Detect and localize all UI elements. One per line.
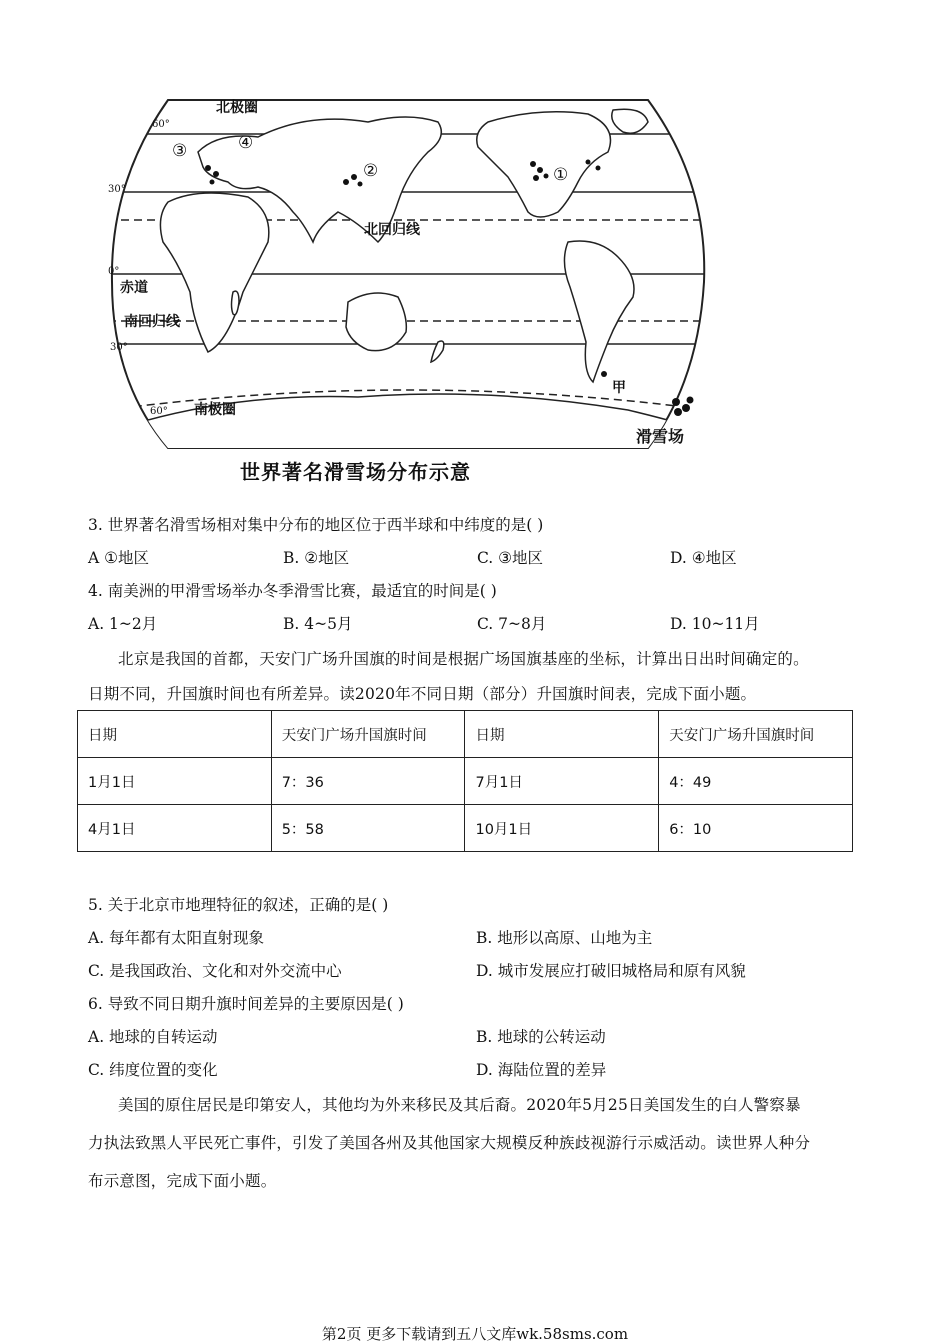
q3-stem: 3. 世界著名滑雪场相对集中分布的地区位于西半球和中纬度的是( ) (88, 516, 544, 534)
q3-option-b[interactable]: B. ②地区 (283, 549, 350, 567)
tropic-cancer-label: 北回归线 (364, 222, 420, 238)
equator-label: 赤道 (120, 280, 148, 296)
tropic-capricorn-label: 南回归线 (124, 314, 180, 330)
q3-option-c[interactable]: C. ③地区 (477, 549, 544, 567)
q5-stem: 5. 关于北京市地理特征的叙述，正确的是( ) (88, 896, 389, 914)
legend-ski-dots (672, 397, 694, 417)
table-cell: 6：10 (659, 805, 853, 852)
q4-option-b[interactable]: B. 4~5月 (283, 615, 353, 633)
table-cell: 10月1日 (465, 805, 659, 852)
q5-option-a[interactable]: A. 每年都有太阳直射现象 (88, 929, 265, 947)
intro2-line3: 布示意图，完成下面小题。 (88, 1172, 277, 1190)
marker-3: ③ (172, 141, 188, 161)
table-header-row (78, 711, 853, 758)
table-header-date-2: 日期 (465, 711, 659, 758)
q4-stem: 4. 南美洲的甲滑雪场举办冬季滑雪比赛，最适宜的时间是( ) (88, 582, 497, 600)
q5-option-c[interactable]: C. 是我国政治、文化和对外交流中心 (88, 962, 342, 980)
q6-option-b[interactable]: B. 地球的公转运动 (476, 1028, 606, 1046)
table-header-date-1: 日期 (78, 711, 272, 758)
lat-60s-label: 60° (150, 406, 168, 417)
marker-jia: 甲 (612, 380, 626, 396)
marker-4: ④ (238, 133, 254, 153)
table-header-time-1: 天安门广场升国旗时间 (271, 711, 465, 758)
lat-30n-label: 30° (108, 184, 126, 195)
q3-option-d[interactable]: D. ④地区 (670, 549, 737, 567)
table-cell: 4：49 (659, 758, 853, 805)
q3-option-a[interactable]: A ①地区 (88, 549, 150, 567)
page-footer: 第2页 更多下载请到五八文库wk.58sms.com (321, 1325, 629, 1343)
map-caption: 世界著名滑雪场分布示意 (240, 460, 471, 484)
table-cell: 7：36 (271, 758, 465, 805)
intro2-line1: 美国的原住居民是印第安人，其他均为外来移民及其后裔。2020年5月25日美国发生的白人警察暴 (118, 1096, 801, 1114)
table-cell: 7月1日 (465, 758, 659, 805)
antarctic-circle-label: 南极圈 (194, 402, 236, 418)
q6-option-a[interactable]: A. 地球的自转运动 (88, 1028, 218, 1046)
marker-2: ② (363, 161, 379, 181)
q4-option-d[interactable]: D. 10~11月 (670, 615, 760, 633)
q5-option-b[interactable]: B. 地形以高原、山地为主 (476, 929, 653, 947)
table-row (78, 758, 853, 805)
table-row (78, 805, 853, 852)
q4-option-c[interactable]: C. 7~8月 (477, 615, 547, 633)
flag-time-table (77, 710, 853, 852)
q5-option-d[interactable]: D. 城市发展应打破旧城格局和原有风貌 (476, 962, 746, 980)
table-cell: 1月1日 (78, 758, 272, 805)
marker-1: ① (553, 165, 569, 185)
intro1-line1: 北京是我国的首都，天安门广场升国旗的时间是根据广场国旗基座的坐标，计算出日出时间确定的。 (118, 650, 809, 668)
table-header-time-2: 天安门广场升国旗时间 (659, 711, 853, 758)
q6-option-c[interactable]: C. 纬度位置的变化 (88, 1061, 218, 1079)
lat-30s-label: 30° (110, 342, 128, 353)
intro2-line2: 力执法致黑人平民死亡事件，引发了美国各州及其他国家大规模反种族歧视游行示威活动。读世界人种分 (88, 1134, 811, 1152)
lat-60n-label: 60° (152, 119, 170, 130)
intro1-line2: 日期不同，升国旗时间也有所差异。读2020年不同日期（部分）升国旗时间表，完成下面小题。 (88, 685, 757, 703)
q6-option-d[interactable]: D. 海陆位置的差异 (476, 1061, 607, 1079)
arctic-circle-label: 北极圈 (216, 100, 258, 116)
q6-stem: 6. 导致不同日期升旗时间差异的主要原因是( ) (88, 995, 404, 1013)
world-ski-resort-map (108, 92, 708, 454)
legend-label: 滑雪场 (636, 427, 685, 446)
table-cell: 5：58 (271, 805, 465, 852)
lat-0-label: 0° (108, 266, 120, 277)
q4-option-a[interactable]: A. 1~2月 (88, 615, 158, 633)
table-cell: 4月1日 (78, 805, 272, 852)
